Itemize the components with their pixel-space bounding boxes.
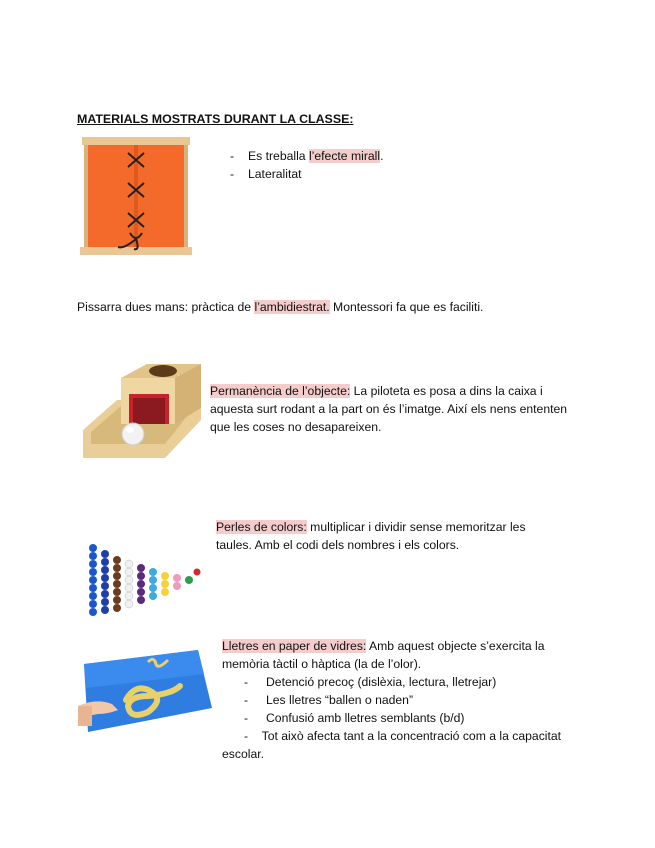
list-item: - Les lletres “ballen o naden” [244, 693, 414, 707]
colored-bead-bars-icon [77, 532, 207, 627]
list-item: - Confusió amb lletres semblants (b/d) [244, 711, 465, 725]
paragraph-perles: Perles de colors: multiplicar i dividir sense memoritzar les taules. Amb el codi dels nombres i els colors. [216, 520, 526, 552]
paragraph-pissarra: Pissarra dues mans: pràctica de l’ambidiestrat. Montessori fa que es faciliti. [77, 300, 484, 314]
section-mirror-effect [228, 147, 383, 183]
sandpaper-letters-icon [78, 644, 212, 739]
object-permanence-box-icon [77, 360, 205, 460]
list-item: - Es treballa l’efecte mirall. [228, 147, 383, 165]
paragraph-lletres: Lletres en paper de vidres: Amb aquest objecte s’exercita la memòria tàctil o hàptica (la de l’olor). [222, 639, 545, 671]
list-item: - Tot això afecta tant a la concentració com a la capacitat escolar. [222, 729, 562, 761]
page-title: MATERIALS MOSTRATS DURANT LA CLASSE: [77, 112, 354, 126]
paragraph-permanencia: Permanència de l’objecte: La piloteta es posa a dins la caixa i aquesta surt rodant a la part on és l’imatge. Així els nens ententen que les coses no desapareixen. [210, 384, 568, 434]
lacing-frame-icon [78, 135, 193, 257]
list-item: - Detenció precoç (dislèxia, lectura, lletrejar) [244, 675, 497, 689]
list-item: - Lateralitat [228, 165, 383, 183]
section-lletres [222, 637, 582, 763]
